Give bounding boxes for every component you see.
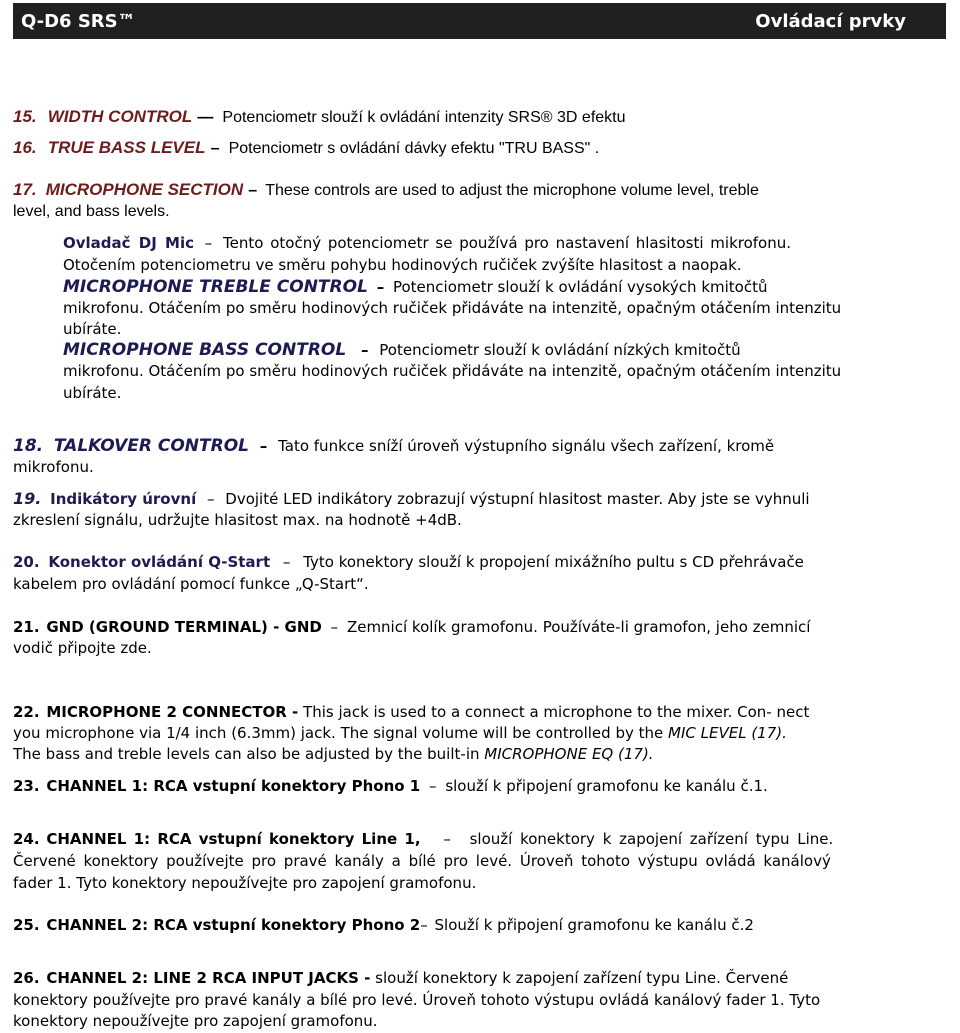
item-22-text-3: The bass and treble levels can also be adjusted by the built-in [13, 745, 480, 763]
item-22-text-1: This jack is used to a connect a microphone to the mixer. Con- nect [303, 703, 810, 721]
item-19-text-1: Dvojité LED indikátory zobrazují výstupní hlasitost master. Aby jste se vyhnuli [225, 490, 810, 508]
item-23-title: CHANNEL 1: RCA vstupní konektory Phono 1 [46, 777, 421, 795]
item-22-line-2 [13, 724, 787, 742]
item-21-text-1: Zemnicí kolík gramofonu. Používáte-li gramofon, jeho zemnicí [346, 618, 811, 636]
item-16-dash: – [210, 140, 220, 157]
item-26-number: 26. [13, 969, 40, 987]
page-header [13, 3, 946, 39]
item-20-number: 20. [13, 553, 40, 571]
item-20-text-2: kabelem pro ovládání pomocí funkce „Q-Start“. [13, 575, 369, 593]
item-24-title: CHANNEL 1: RCA vstupní konektory Line 1, [46, 830, 421, 848]
item-25-text: Slouží k připojení gramofonu ke kanálu č.2 [434, 916, 754, 934]
item-26-text-3: konektory nepoužívejte pro zapojení gramofonu. [13, 1012, 378, 1030]
item-15-title: WIDTH CONTROL [47, 107, 193, 126]
item-21-number: 21. [13, 618, 40, 636]
item-26-text-1: slouží konektory k zapojení zařízení typu Line. Červené [375, 969, 789, 987]
item-21-title: GND (GROUND TERMINAL) - GND [46, 618, 322, 636]
item-25-dash: – [420, 916, 428, 934]
item-23-number: 23. [13, 777, 40, 795]
item-17-dash: – [248, 182, 258, 199]
item-20-line-1 [13, 553, 804, 571]
dj-mic-line-1 [63, 234, 791, 252]
item-25-number: 25. [13, 916, 40, 934]
item-15-number: 15. [13, 107, 37, 126]
item-18-text-2: mikrofonu. [13, 458, 94, 476]
item-19-title: Indikátory úrovní [50, 490, 197, 508]
item-18-line-1 [13, 436, 774, 456]
item-26-title: CHANNEL 2: LINE 2 RCA INPUT JACKS - [46, 969, 371, 987]
treble-text-1: Potenciometr slouží k ovládání vysokých kmitočtů [392, 278, 768, 296]
item-15-text: Potenciometr slouží k ovládání intenzity SRS® 3D efektu [222, 109, 626, 126]
dj-mic-text-1: Tento otočný potenciometr se používá pro nastavení hlasitosti mikrofonu. [223, 234, 792, 252]
item-22-title: MICROPHONE 2 CONNECTOR - [46, 703, 299, 721]
item-24-line-1 [13, 830, 833, 848]
item-19-text-2: zkreslení signálu, udržujte hlasitost max. na hodnotě +4dB. [13, 511, 462, 529]
treble-dash: – [376, 278, 385, 296]
item-22-number: 22. [13, 703, 40, 721]
item-15 [13, 107, 626, 127]
bass-title: MICROPHONE BASS CONTROL [63, 340, 347, 360]
item-18-title: TALKOVER CONTROL [53, 436, 250, 456]
item-21-line-1 [13, 618, 810, 636]
item-17-text-2: level, and bass levels. [13, 203, 170, 220]
item-16-text: Potenciometr s ovládání dávky efektu "TRU BASS" . [228, 140, 600, 157]
dj-mic-text-2: Otočením potenciometru ve směru pohybu hodinových ručiček zvýšíte hlasitost a naopak. [63, 256, 742, 274]
item-23-text: slouží k připojení gramofonu ke kanálu č.1. [445, 777, 768, 795]
item-22-mic-level-ref: MIC LEVEL (17). [668, 724, 787, 742]
item-22-text-2: you microphone via 1/4 inch (6.3mm) jack. The signal volume will be controlled by the [13, 724, 664, 742]
item-24-text-2: Červené konektory používejte pro pravé kanály a bílé pro levé. Úroveň tohoto výstupu ovládá kanálový [13, 852, 831, 870]
bass-text-2: mikrofonu. Otáčením po směru hodinových ručiček přidáváte na intenzitě, opačným otáčením intenzitu [63, 362, 842, 380]
item-26-line-1 [13, 969, 788, 987]
dj-mic-dash: – [204, 234, 213, 252]
dj-mic-title: Ovladač DJ Mic [63, 234, 194, 252]
item-18-number: 18. [13, 436, 44, 456]
item-23-dash: – [429, 777, 437, 795]
item-17-line-1 [13, 180, 759, 200]
item-25-title: CHANNEL 2: RCA vstupní konektory Phono 2 [46, 916, 421, 934]
item-15-dash: — [197, 109, 214, 126]
treble-title: MICROPHONE TREBLE CONTROL [63, 277, 368, 297]
item-26-text-2: konektory používejte pro pravé kanály a bílé pro levé. Úroveň tohoto výstupu ovládá kanálový fader 1. Tyto [13, 991, 821, 1009]
header-product-title: Q-D6 SRS™ [21, 10, 136, 32]
bass-line-1 [63, 340, 741, 360]
item-20-dash: – [282, 553, 291, 571]
header-section-title: Ovládací prvky [755, 10, 906, 32]
item-16 [13, 138, 599, 158]
item-24-number: 24. [13, 830, 40, 848]
item-20-title: Konektor ovládání Q-Start [48, 553, 271, 571]
item-18-dash: – [259, 437, 268, 455]
bass-dash: – [360, 341, 369, 359]
item-19-line-1 [13, 489, 810, 508]
item-17-text-1: These controls are used to adjust the microphone volume level, treble [265, 182, 759, 199]
item-22-line-3 [13, 745, 654, 763]
item-24-text-3: fader 1. Tyto konektory nepoužívejte pro zapojení gramofonu. [13, 874, 477, 892]
treble-text-3: ubíráte. [63, 320, 122, 338]
bass-text-3: ubíráte. [63, 384, 122, 402]
item-18-text-1: Tato funkce sníží úroveň výstupního signálu všech zařízení, kromě [278, 437, 775, 455]
item-25 [13, 916, 754, 934]
item-24-text-1: slouží konektory k zapojení zařízení typu Line. [469, 830, 834, 848]
item-20-text-1: Tyto konektory slouží k propojení mixážního pultu s CD přehrávače [303, 553, 804, 571]
item-17-number: 17. [13, 180, 37, 199]
item-24-dash: – [443, 830, 451, 848]
item-22-line-1 [13, 703, 809, 721]
item-19-dash: – [207, 490, 215, 508]
item-16-title: TRUE BASS LEVEL [47, 138, 206, 157]
item-16-number: 16. [13, 138, 37, 157]
item-17-title: MICROPHONE SECTION [45, 180, 244, 199]
item-22-mic-eq-ref: MICROPHONE EQ (17). [484, 745, 654, 763]
item-21-dash: – [330, 618, 339, 636]
bass-text-1: Potenciometr slouží k ovládání nízkých kmitočtů [379, 341, 741, 359]
treble-text-2: mikrofonu. Otáčením po směru hodinových ručiček přidáváte na intenzitě, opačným otáčením intenzitu [63, 299, 842, 317]
item-19-number: 19. [13, 489, 42, 508]
item-23 [13, 777, 768, 795]
treble-line-1 [63, 277, 767, 297]
item-21-text-2: vodič připojte zde. [13, 639, 152, 657]
